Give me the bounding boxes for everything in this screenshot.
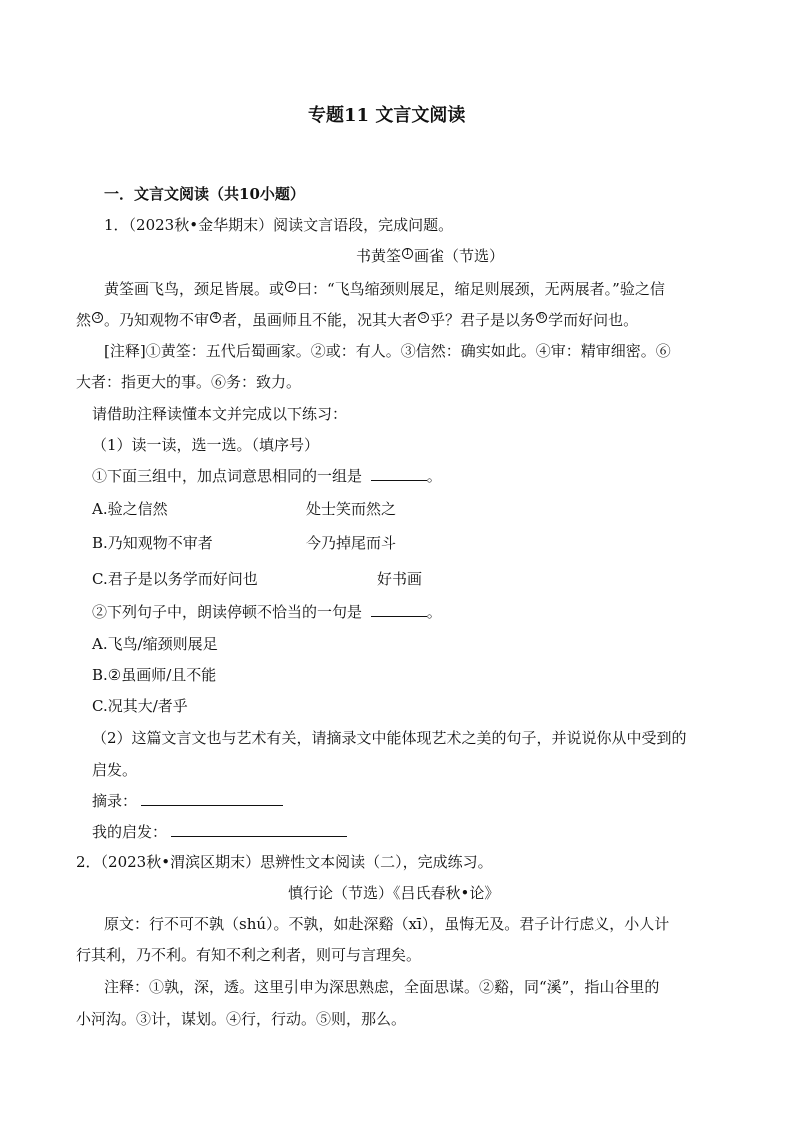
question-2-intro: 2．（2023秋•渭滨区期末）思辨性文本阅读（二），完成练习。 <box>76 853 493 871</box>
insight-answer-line[interactable] <box>171 822 347 837</box>
q1-sub1: （1）读一读，选一选。（填序号） <box>92 436 320 454</box>
q1-sub1-question-2 <box>92 602 442 622</box>
q1-sub1-q1-end: 。 <box>426 467 442 485</box>
q1-sub2-line-2: 启发。 <box>92 761 138 779</box>
question-1-intro: 1．（2023秋•金华期末）阅读文言语段，完成问题。 <box>104 216 454 234</box>
q1-p2-b: 。乃知观物不审 <box>104 311 210 329</box>
q1-passage-title-b: 画雀（节选） <box>414 247 505 265</box>
q2-option-a: A.飞鸟/缩颈则展足 <box>92 635 218 653</box>
q1-notes-line-1: [注释]①黄筌：五代后蜀画家。②或：有人。③信然：确实如此。④审：精审细密。⑥ <box>104 342 671 360</box>
q2-passage-title: 慎行论（节选）《吕氏春秋•论》 <box>288 884 500 902</box>
option-c-right: 好书画 <box>377 570 423 588</box>
q1-p2-d: 乎？君子是以务 <box>430 311 536 329</box>
note-marker-3: 3 <box>92 312 103 323</box>
q2-notes-line-2: 小河沟。③计，谋划。④行，行动。⑤则，那么。 <box>76 1010 407 1028</box>
q2-original-line-2: 行其利，乃不利。有知不利之利者，则可与言理矣。 <box>76 946 422 964</box>
q1-sub2-line-1: （2）这篇文言文也与艺术有关，请摘录文中能体现艺术之美的句子，并说说你从中受到的 <box>92 729 687 747</box>
q1-passage-title <box>356 246 504 266</box>
answer-blank-2[interactable] <box>371 602 427 617</box>
option-c-left: C.君子是以务学而好问也 <box>92 570 258 588</box>
page-title: 专题11 文言文阅读 <box>308 105 466 126</box>
excerpt-row <box>92 791 283 811</box>
insight-row <box>92 822 347 842</box>
note-marker-1: 1 <box>402 248 413 259</box>
note-marker-4: 4 <box>210 312 221 323</box>
q1-passage-title-a: 书黄筌 <box>356 247 402 265</box>
note-marker-2: 2 <box>285 281 296 292</box>
option-b-right: 今乃掉尾而斗 <box>306 534 397 552</box>
q1-sub1-question-1 <box>92 466 442 486</box>
q2-option-b: B.②虽画师/且不能 <box>92 666 217 684</box>
q1-p1-b: 曰：“飞鸟缩颈则展足，缩足则展颈，无两展者。”验之信 <box>297 280 665 298</box>
q1-passage-line-2 <box>76 310 638 330</box>
option-b-left: B.乃知观物不审者 <box>92 534 213 552</box>
q1-p1-a: 黄筌画飞鸟，颈足皆展。或 <box>104 280 285 298</box>
note-marker-5: 5 <box>418 312 429 323</box>
q1-p2-a: 然 <box>76 311 92 329</box>
q1-p2-c: 者，虽画师且不能，况其大者 <box>222 311 418 329</box>
option-a-right: 处士笑而然之 <box>306 500 397 518</box>
option-a-left: A.验之信然 <box>92 500 168 518</box>
q2-option-c: C.况其大/者乎 <box>92 697 188 715</box>
q1-passage-line-1 <box>104 279 665 299</box>
q1-sub1-q1-text: ①下面三组中，加点词意思相同的一组是 <box>92 467 363 485</box>
q2-notes-line-1: 注释：①孰，深，透。这里引申为深思熟虑，全面思谋。②谿，同“溪”，指山谷里的 <box>104 978 660 996</box>
note-marker-6: 6 <box>536 312 547 323</box>
q1-sub1-q2-end: 。 <box>426 603 442 621</box>
insight-label: 我的启发： <box>92 823 168 841</box>
answer-blank-1[interactable] <box>371 466 427 481</box>
excerpt-label: 摘录： <box>92 792 138 810</box>
q1-notes-line-2: 大者：指更大的事。⑥务：致力。 <box>76 373 302 391</box>
q1-p2-e: 学而好问也。 <box>548 311 639 329</box>
q2-original-line-1: 原文：行不可不孰（shú）。不孰，如赴深谿（xī），虽悔无及。君子计行虑义，小人计 <box>104 915 670 933</box>
q1-instruction: 请借助注释读懂本文并完成以下练习： <box>92 405 348 423</box>
q1-sub1-q2-text: ②下列句子中，朗读停顿不恰当的一句是 <box>92 603 363 621</box>
section-heading: 一．文言文阅读（共10小题） <box>104 185 305 203</box>
excerpt-answer-line[interactable] <box>141 791 283 806</box>
